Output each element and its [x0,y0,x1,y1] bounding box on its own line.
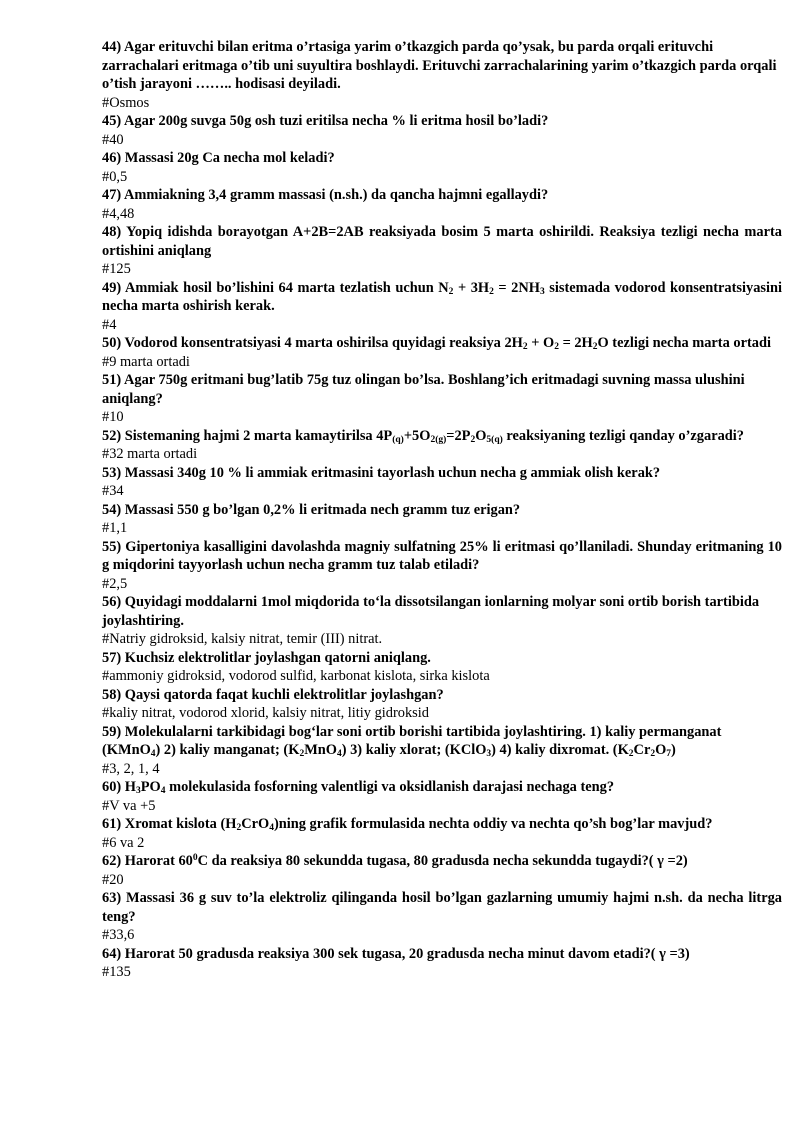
question-number: 54) [102,501,122,518]
answer-44: #Osmos [102,94,150,111]
text-part: H [124,779,136,795]
question-number: 51) [102,372,122,388]
question-54 [102,501,782,520]
question-number: 53) [102,464,122,481]
subscript: 4 [160,786,166,796]
answer-64: #135 [102,964,131,980]
subscript: 2 [470,434,476,445]
subscript: 2 [554,342,559,352]
question-53 [102,464,782,483]
text-part: ) 3) kaliy xlorat; (KClO [341,742,487,758]
text-part: O [475,427,487,444]
question-text: Kuchsiz elektrolitlar joylashgan qatorni aniqlang. [124,649,431,666]
question-number: 56) [102,594,122,610]
text-part: )ning grafik formulasida nechta oddiy va nechta qo’sh bog’lar mavjud? [273,816,713,832]
answer-45: #40 [102,131,124,148]
subscript: 2 [522,342,528,352]
question-number: 61) [102,816,122,832]
answer-50: #9 marta ortadi [102,353,190,370]
question-number: 55) [102,538,122,555]
question-number: 52) [102,427,122,444]
question-number: 49) [102,279,122,296]
subscript: 4 [336,749,342,759]
question-text: Agar 200g suvga 50g osh tuzi eritilsa necha % li eritma hosil bo’ladi? [124,113,549,129]
question-text [102,724,721,759]
question-text: Gipertoniya kasalligini davolashda magniy sulfatning 25% li eritmasi qo’llaniladi. Shunday eritmaning 10 g miqdorini tayyorlash uchun necha gramm tuz talab etiladi? [102,538,782,573]
subscript: 7 [666,749,672,759]
question-59 [102,723,782,760]
subscript: 4 [150,749,156,759]
text-part: = 2H [558,335,593,351]
question-58 [102,686,782,705]
question-text [125,816,713,832]
text-part: +5O [403,427,431,444]
question-64 [102,945,782,964]
answer-54: #1,1 [102,520,128,536]
question-number: 60) [102,779,122,795]
answer-55: #2,5 [102,575,128,592]
question-text: Harorat 50 gradusda reaksiya 300 sek tugasa, 20 gradusda necha minut davom etadi?( γ =3) [124,945,690,962]
question-44 [102,38,782,94]
question-48 [102,223,782,260]
question-51 [102,371,782,408]
subscript: 2 [236,823,242,833]
question-text [125,779,614,795]
question-number: 47) [102,187,122,203]
subscript: 3 [486,749,492,759]
superscript: 0 [192,853,198,863]
subscript: 3 [539,286,545,297]
text-part: + 3H [453,279,490,296]
answer-46: #0,5 [102,168,128,185]
answer-52: #32 marta ortadi [102,446,198,462]
question-text: Qaysi qatorda faqat kuchli elektrolitlar joylashgan? [124,686,444,703]
question-50 [102,334,782,353]
answer-59: #3, 2, 1, 4 [102,760,160,777]
question-47 [102,186,782,205]
answer-49: #4 [102,316,117,333]
answer-58: #kaliy nitrat, vodorod xlorid, kalsiy nitrat, litiy gidroksid [102,705,429,721]
question-text [125,335,771,351]
question-text [125,853,688,869]
question-text: Ammiakning 3,4 gramm massasi (n.sh.) da qancha hajmni egallaydi? [124,187,549,203]
question-56 [102,593,782,630]
question-text [125,428,744,444]
document-page [102,38,782,982]
text-part: O [655,742,667,758]
text-part: = 2NH [493,279,540,296]
question-57 [102,649,782,668]
text-part: MnO [304,742,337,758]
question-text: Massasi 36 g suv to’la elektroliz qilinganda hosil bo’lgan gazlarning umumiy hajmi n.sh. da necha litrga teng? [102,890,782,925]
text-part: Harorat 60 [124,853,193,869]
subscript: 2 [650,749,656,759]
subscript: 2 [489,286,494,297]
answer-62: #20 [102,871,124,888]
text-part: O tezligi necha marta ortadi [597,335,771,351]
subscript: 2 [592,342,598,352]
subscript: 2(g) [430,434,447,445]
question-61 [102,815,782,834]
subscript: 2 [299,749,305,759]
subscript: 2 [628,749,634,759]
question-number: 50) [102,335,122,351]
text-part: =2P [446,427,471,444]
question-text: Yopiq idishda borayotgan A+2B=2AB reaksiyada bosim 5 marta oshirildi. Reaksiya tezligi necha marta ortishini aniqlang [102,224,782,259]
question-number: 58) [102,686,122,703]
question-text: Massasi 340g 10 % li ammiak eritmasini tayorlash uchun necha g ammiak olish kerak? [124,464,661,481]
subscript: 5(q) [486,434,503,445]
subscript: 2 [448,286,454,297]
question-number: 46) [102,150,122,166]
answer-51: #10 [102,409,124,425]
text-part: ) [671,742,676,758]
text-part: molekulasida fosforning valentligi va oksidlanish darajasi nechaga teng? [165,779,615,795]
question-number: 59) [102,723,122,740]
question-number: 48) [102,224,122,240]
text-part: reaksiyaning tezligi qanday o’zgaradi? [502,427,744,444]
answer-53: #34 [102,483,124,499]
question-62 [102,852,782,871]
question-text: Massasi 550 g bo’lgan 0,2% li eritmada nech gramm tuz erigan? [124,501,521,518]
question-49 [102,279,782,316]
question-text: Quyidagi moddalarni 1mol miqdorida to‘la dissotsilangan ionlarning molyar soni ortib borish tartibida joylashtiring. [102,594,760,629]
question-number: 62) [102,853,122,869]
question-45 [102,112,782,131]
text-part: CrO [241,816,270,832]
question-number: 57) [102,649,122,666]
answer-60: #V va +5 [102,797,156,814]
question-text: Massasi 20g Ca necha mol keladi? [124,150,335,166]
text-part: Molekulalarni tarkibidagi bog‘lar soni ortib borishi tartibida joylashtiring. 1) kaliy permanganat (KMnO [102,723,722,758]
question-text [102,280,782,315]
answer-61: #6 va 2 [102,834,145,851]
question-55 [102,538,782,575]
answer-63: #33,6 [102,927,135,943]
question-52 [102,427,782,446]
question-63 [102,889,782,926]
text-part: + O [527,335,555,351]
question-60 [102,778,782,797]
question-number: 63) [102,890,122,906]
text-part: Sistemaning hajmi 2 marta kamaytirilsa 4P [124,427,393,444]
subscript: (q) [392,434,404,445]
answer-57: #ammoniy gidroksid, vodorod sulfid, karbonat kislota, sirka kislota [102,668,490,684]
text-part: Ammiak hosil bo’lishini 64 marta tezlatish uchun N [124,279,449,296]
text-part: sistemada vodorod konsentratsiyasini necha marta oshirish kerak. [102,279,782,314]
text-part: Xromat kislota (H [124,816,237,832]
question-number: 64) [102,945,122,962]
question-number: 45) [102,113,122,129]
text-part: ) 2) kaliy manganat; (K [155,742,300,758]
answer-47: #4,48 [102,205,135,222]
question-46 [102,149,782,168]
subscript: 3 [136,786,141,796]
text-part: ) 4) kaliy dixromat. (K [491,742,629,758]
subscript: 4 [269,823,274,833]
text-part: Vodorod konsentratsiyasi 4 marta oshirilsa quyidagi reaksiya 2H [124,335,523,351]
question-text: Agar erituvchi bilan eritma o’rtasiga yarim o’tkazgich parda qo’ysak, bu parda orqali erituvchi zarrachalari eritmaga o’tib uni suyultira boshlaydi. Erituvchi zarrachalarining yarim o’tkazgich parda orqali o’tish jarayoni …….. hodisasi deyiladi. [102,39,777,92]
question-number: 44) [102,39,122,55]
text-part: C da reaksiya 80 sekundda tugasa, 80 gradusda necha sekundda tugaydi?( γ =2) [197,853,688,869]
text-part: PO [140,779,161,795]
text-part: Cr [633,742,651,758]
answer-56: #Natriy gidroksid, kalsiy nitrat, temir (III) nitrat. [102,631,383,647]
answer-48: #125 [102,261,131,277]
question-text: Agar 750g eritmani bug’latib 75g tuz olingan bo’lsa. Boshlang’ich eritmadagi suvning massa ulushini aniqlang? [102,372,745,407]
